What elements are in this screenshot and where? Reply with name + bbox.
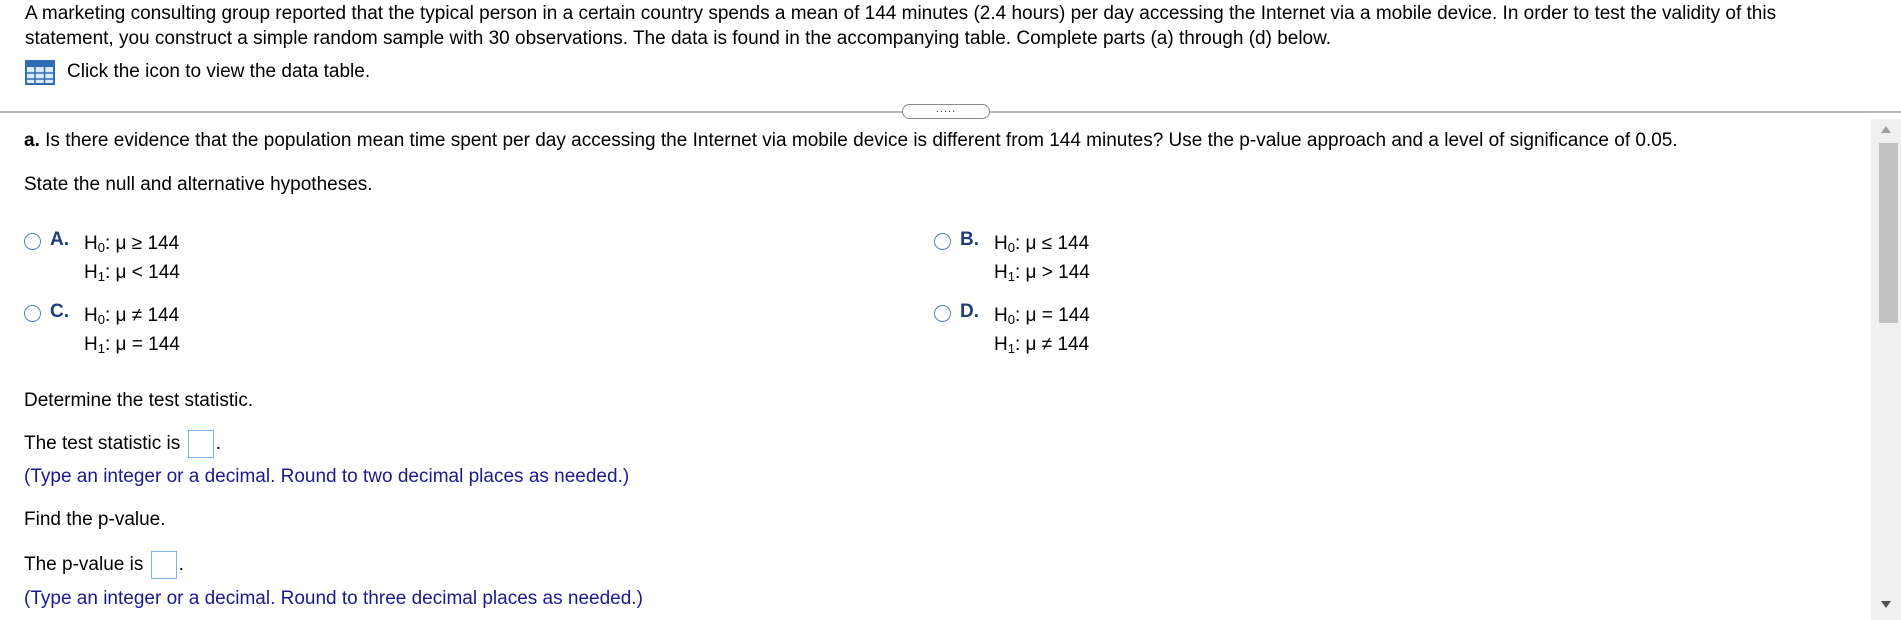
option-c-h0: : μ ≠ 144 [104,305,180,326]
option-b-letter: B. [960,229,979,250]
p-value-row: The p-value is . [24,551,184,579]
option-a[interactable] [24,229,180,287]
data-table-link[interactable] [25,60,1865,85]
state-hypotheses-prompt: State the null and alternative hypotheses. [24,174,373,195]
test-statistic-row: The test statistic is . [24,430,221,458]
option-a-h1: : μ < 144 [104,262,180,283]
option-c-h1: : μ = 144 [104,334,180,355]
option-c-radio[interactable] [24,305,41,322]
option-d-letter: D. [960,301,979,322]
p-value-prompt: Find the p-value. [24,509,166,530]
option-b-radio[interactable] [934,233,951,250]
test-statistic-input[interactable] [188,430,214,458]
expand-collapse-handle[interactable]: ..... [902,104,990,119]
problem-intro [25,2,1865,85]
scroll-up-arrow-icon[interactable] [1881,126,1891,133]
option-b-hypotheses: $H_0$: μ ≤ 144 $H_1$: μ > 144 [994,233,1090,284]
part-a-question-text: Is there evidence that the population mean time spent per day accessing the Internet via mobile device is different from 144 minutes? Use the p-value approach and a level of significance of 0.05. [39,130,1678,151]
data-table-icon[interactable] [25,60,55,85]
p-value-label: The p-value is [24,554,144,576]
option-d[interactable] [934,301,1090,359]
test-statistic-hint: (Type an integer or a decimal. Round to two decimal places as needed.) [24,466,630,487]
option-b[interactable] [934,229,1090,287]
option-d-hypotheses: $H_0$: μ = 144 $H_1$: μ ≠ 144 [994,305,1090,356]
option-a-radio[interactable] [24,233,41,250]
option-d-radio[interactable] [934,305,951,322]
option-a-hypotheses: $H_0$: μ ≥ 144 $H_1$: μ < 144 [84,233,180,284]
option-b-h0: : μ ≤ 144 [1014,233,1090,254]
intro-line-1: A marketing consulting group reported that the typical person in a certain country spends a mean of 144 minutes (2.4 hours) per day accessing the Internet via a mobile device. In order to test the validity of this [25,3,1777,24]
option-c-letter: C. [50,301,69,322]
part-a-label: a. [24,130,40,151]
intro-line-2: statement, you construct a simple random sample with 30 observations. The data is found in the accompanying table. Complete parts (a) through (d) below. [25,27,1332,49]
data-table-link-text[interactable]: Click the icon to view the data table. [67,61,371,83]
option-c-hypotheses: $H_0$: μ ≠ 144 $H_1$: μ = 144 [84,305,180,356]
test-statistic-prompt: Determine the test statistic. [24,390,254,411]
option-b-h1: : μ > 144 [1014,262,1090,283]
option-c[interactable] [24,301,180,359]
option-a-letter: A. [50,229,69,250]
part-a-question [24,130,1678,152]
test-statistic-label: The test statistic is [24,433,181,455]
vertical-scrollbar[interactable] [1871,119,1901,620]
p-value-hint: (Type an integer or a decimal. Round to three decimal places as needed.) [24,588,643,609]
p-value-input[interactable] [151,551,177,579]
option-d-h0: : μ = 144 [1014,305,1090,326]
option-d-h1: : μ ≠ 144 [1014,334,1090,355]
scroll-thumb[interactable] [1879,143,1898,323]
scroll-down-arrow-icon[interactable] [1881,601,1891,608]
option-a-h0: : μ ≥ 144 [104,233,180,254]
